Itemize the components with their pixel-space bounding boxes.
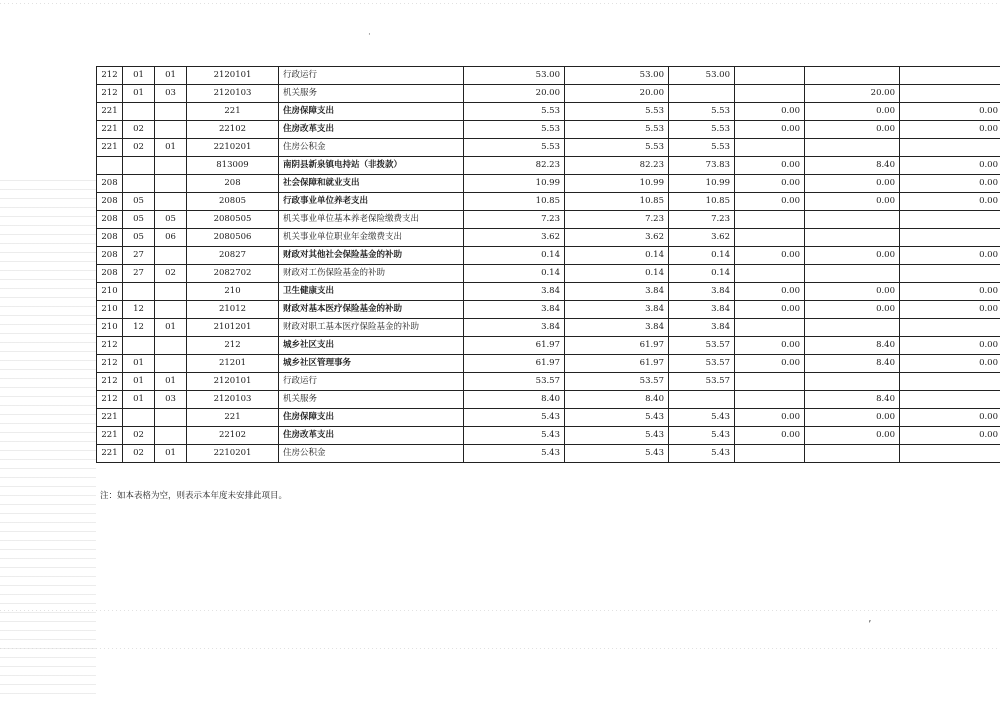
table-cell: [805, 319, 900, 337]
table-cell: 01: [123, 373, 155, 391]
table-cell: 0.00: [900, 175, 1000, 193]
table-row: [97, 175, 1000, 193]
table-cell: 0.00: [735, 157, 805, 175]
table-cell: 2120101: [187, 67, 279, 85]
table-cell: 05: [155, 211, 187, 229]
table-cell: 0.00: [805, 121, 900, 139]
table-cell: [735, 67, 805, 85]
table-row: [97, 229, 1000, 247]
table-cell: [900, 67, 1000, 85]
table-cell: 208: [97, 193, 123, 211]
table-cell: 210: [97, 319, 123, 337]
table-cell: 8.40: [805, 391, 900, 409]
footnote: 注：如本表格为空，则表示本年度未安排此项目。: [100, 491, 288, 501]
table-cell: 0.00: [805, 409, 900, 427]
table-cell: [805, 211, 900, 229]
table-cell: 0.14: [464, 247, 565, 265]
table-cell: 社会保障和就业支出: [279, 175, 464, 193]
table-cell: 机关服务: [279, 85, 464, 103]
table-cell: 3.84: [669, 301, 735, 319]
table-cell: 2120103: [187, 391, 279, 409]
table-cell: 5.43: [464, 445, 565, 463]
table-cell: [123, 409, 155, 427]
table-cell: 0.00: [900, 427, 1000, 445]
table-cell: 813009: [187, 157, 279, 175]
table-cell: [735, 445, 805, 463]
table-cell: [155, 121, 187, 139]
table-cell: 01: [155, 373, 187, 391]
table-cell: 0.00: [735, 355, 805, 373]
table-cell: [805, 445, 900, 463]
table-cell: 0.00: [900, 409, 1000, 427]
table-cell: [735, 85, 805, 103]
table-row: [97, 211, 1000, 229]
table-cell: 20805: [187, 193, 279, 211]
table-cell: 5.43: [565, 409, 669, 427]
table-cell: 61.97: [565, 337, 669, 355]
table-cell: [155, 247, 187, 265]
table-cell: 53.57: [669, 373, 735, 391]
table-cell: 0.00: [735, 301, 805, 319]
table-cell: 行政运行: [279, 373, 464, 391]
table-cell: 5.43: [669, 409, 735, 427]
table-cell: 21201: [187, 355, 279, 373]
table-cell: 财政对工伤保险基金的补助: [279, 265, 464, 283]
table-cell: [805, 373, 900, 391]
table-cell: 0.00: [900, 283, 1000, 301]
table-cell: 02: [155, 265, 187, 283]
table-cell: 10.85: [669, 193, 735, 211]
table-cell: [805, 265, 900, 283]
table-cell: [123, 175, 155, 193]
table-row: [97, 319, 1000, 337]
table-cell: [97, 157, 123, 175]
table-cell: [735, 139, 805, 157]
table-cell: 01: [155, 67, 187, 85]
table-row: [97, 391, 1000, 409]
table-cell: 3.84: [464, 319, 565, 337]
table-cell: 行政事业单位养老支出: [279, 193, 464, 211]
table-cell: 0.00: [805, 283, 900, 301]
table-cell: 208: [97, 211, 123, 229]
table-cell: 城乡社区管理事务: [279, 355, 464, 373]
table-cell: 住房改革支出: [279, 121, 464, 139]
table-row: [97, 121, 1000, 139]
table-cell: 0.14: [464, 265, 565, 283]
table-cell: 0.00: [805, 301, 900, 319]
table-cell: [735, 211, 805, 229]
table-cell: 212: [97, 85, 123, 103]
table-cell: 221: [97, 103, 123, 121]
scan-artifact-top: [0, 3, 1000, 4]
table-row: [97, 301, 1000, 319]
table-cell: 5.43: [669, 445, 735, 463]
table-row: [97, 283, 1000, 301]
table-cell: 61.97: [464, 337, 565, 355]
table-cell: 2210201: [187, 139, 279, 157]
table-cell: 财政对职工基本医疗保险基金的补助: [279, 319, 464, 337]
table-cell: 01: [123, 85, 155, 103]
table-row: [97, 355, 1000, 373]
table-cell: 82.23: [565, 157, 669, 175]
table-cell: 财政对基本医疗保险基金的补助: [279, 301, 464, 319]
table-cell: 212: [97, 355, 123, 373]
table-cell: 221: [97, 445, 123, 463]
table-row: [97, 157, 1000, 175]
table-cell: [155, 283, 187, 301]
table-cell: [900, 445, 1000, 463]
table-cell: [155, 337, 187, 355]
table-cell: 53.57: [669, 337, 735, 355]
table-row: [97, 247, 1000, 265]
table-row: [97, 67, 1000, 85]
table-cell: 01: [155, 445, 187, 463]
table-cell: 3.84: [565, 319, 669, 337]
table-cell: 7.23: [464, 211, 565, 229]
table-cell: 南阴县新泉镇电持站（非拨款）: [279, 157, 464, 175]
table-cell: 02: [123, 121, 155, 139]
table-cell: 2080506: [187, 229, 279, 247]
table-cell: 208: [97, 265, 123, 283]
table-cell: 8.40: [805, 355, 900, 373]
table-cell: 0.14: [565, 247, 669, 265]
table-cell: 02: [123, 445, 155, 463]
table-cell: 0.00: [900, 355, 1000, 373]
table-cell: 0.00: [900, 193, 1000, 211]
table-cell: 0.00: [735, 247, 805, 265]
table-cell: [805, 67, 900, 85]
table-cell: 10.85: [565, 193, 669, 211]
table-row: [97, 85, 1000, 103]
table-cell: [155, 175, 187, 193]
table-cell: 2120103: [187, 85, 279, 103]
scan-dot: ·: [368, 30, 371, 40]
table-row: [97, 139, 1000, 157]
table-cell: 财政对其他社会保险基金的补助: [279, 247, 464, 265]
table-cell: [123, 283, 155, 301]
table-cell: 20.00: [805, 85, 900, 103]
table-cell: 5.43: [565, 445, 669, 463]
table-cell: 01: [123, 67, 155, 85]
table-cell: 210: [97, 283, 123, 301]
table-cell: 5.43: [464, 409, 565, 427]
table-cell: 221: [187, 409, 279, 427]
table-cell: 0.00: [900, 103, 1000, 121]
table-cell: 住房保障支出: [279, 409, 464, 427]
table-cell: 住房公积金: [279, 139, 464, 157]
scan-artifact-lower: [0, 610, 1000, 611]
table-cell: 8.40: [805, 337, 900, 355]
table-cell: 82.23: [464, 157, 565, 175]
table-cell: 208: [97, 175, 123, 193]
table-cell: [155, 355, 187, 373]
table-cell: 208: [97, 247, 123, 265]
table-cell: 3.84: [669, 283, 735, 301]
table-cell: [805, 139, 900, 157]
table-cell: [900, 139, 1000, 157]
table-row: [97, 445, 1000, 463]
table-cell: 03: [155, 391, 187, 409]
table-cell: 21012: [187, 301, 279, 319]
table-cell: [155, 301, 187, 319]
table-cell: [805, 229, 900, 247]
table-cell: 0.00: [805, 427, 900, 445]
table-cell: 0.14: [669, 265, 735, 283]
table-cell: 53.57: [464, 373, 565, 391]
table-cell: 7.23: [565, 211, 669, 229]
table-cell: 20.00: [565, 85, 669, 103]
table-cell: 3.84: [464, 283, 565, 301]
table-cell: 5.53: [565, 139, 669, 157]
table-cell: 221: [97, 409, 123, 427]
table-cell: [123, 157, 155, 175]
table-cell: [155, 193, 187, 211]
table-cell: 20.00: [464, 85, 565, 103]
table-cell: [900, 319, 1000, 337]
pen-mark: ʼ: [868, 618, 872, 631]
table-cell: 3.84: [669, 319, 735, 337]
table-cell: [900, 391, 1000, 409]
table-cell: 61.97: [565, 355, 669, 373]
table-cell: [155, 409, 187, 427]
table-cell: 机关事业单位基本养老保险缴费支出: [279, 211, 464, 229]
table-cell: 3.84: [464, 301, 565, 319]
table-cell: 8.40: [565, 391, 669, 409]
table-cell: 212: [187, 337, 279, 355]
table-cell: 06: [155, 229, 187, 247]
table-cell: 5.53: [565, 103, 669, 121]
table-body: [97, 67, 1000, 463]
table-cell: 2120101: [187, 373, 279, 391]
table-cell: 10.99: [565, 175, 669, 193]
table-cell: 0.00: [900, 121, 1000, 139]
table-cell: [735, 229, 805, 247]
table-cell: 5.53: [669, 139, 735, 157]
table-cell: 7.23: [669, 211, 735, 229]
table-cell: 61.97: [464, 355, 565, 373]
table-cell: 5.43: [464, 427, 565, 445]
table-cell: 3.62: [565, 229, 669, 247]
table-row: [97, 373, 1000, 391]
table-cell: 22102: [187, 121, 279, 139]
table-cell: 住房改革支出: [279, 427, 464, 445]
table-cell: 10.99: [464, 175, 565, 193]
table-cell: 01: [155, 139, 187, 157]
table-cell: 05: [123, 211, 155, 229]
table-cell: 12: [123, 319, 155, 337]
table-cell: 212: [97, 337, 123, 355]
table-cell: 73.83: [669, 157, 735, 175]
table-cell: 0.00: [735, 103, 805, 121]
table-cell: [155, 157, 187, 175]
table-cell: [900, 229, 1000, 247]
table-cell: [669, 391, 735, 409]
table-cell: 221: [97, 139, 123, 157]
table-cell: [123, 103, 155, 121]
table-cell: 0.00: [735, 409, 805, 427]
table-cell: 53.57: [669, 355, 735, 373]
table-cell: 2101201: [187, 319, 279, 337]
scan-artifact-left: [0, 180, 96, 700]
table-cell: 8.40: [805, 157, 900, 175]
table-cell: 城乡社区支出: [279, 337, 464, 355]
table-row: [97, 103, 1000, 121]
table-cell: 208: [97, 229, 123, 247]
table-cell: 208: [187, 175, 279, 193]
table-cell: [155, 427, 187, 445]
table-cell: 3.62: [464, 229, 565, 247]
table-cell: [735, 373, 805, 391]
scan-artifact-bottom: [0, 648, 1000, 649]
table-cell: 3.84: [565, 301, 669, 319]
table-cell: 5.53: [464, 121, 565, 139]
table-cell: [735, 391, 805, 409]
table-cell: 0.00: [735, 193, 805, 211]
table-cell: 3.62: [669, 229, 735, 247]
table-cell: 05: [123, 193, 155, 211]
table-cell: 住房公积金: [279, 445, 464, 463]
table-cell: 10.99: [669, 175, 735, 193]
table-cell: 卫生健康支出: [279, 283, 464, 301]
table-cell: 0.00: [735, 337, 805, 355]
table-cell: 5.43: [669, 427, 735, 445]
table-cell: 53.00: [565, 67, 669, 85]
table-cell: 2080505: [187, 211, 279, 229]
table-cell: 27: [123, 247, 155, 265]
table-row: [97, 409, 1000, 427]
table-cell: 02: [123, 427, 155, 445]
table-cell: 机关事业单位职业年金缴费支出: [279, 229, 464, 247]
table-row: [97, 337, 1000, 355]
table-cell: 03: [155, 85, 187, 103]
table-cell: [735, 265, 805, 283]
table-row: [97, 193, 1000, 211]
table-cell: 221: [187, 103, 279, 121]
table-cell: [900, 265, 1000, 283]
table-cell: 5.53: [565, 121, 669, 139]
table-cell: 0.00: [900, 337, 1000, 355]
table-cell: 0.00: [735, 427, 805, 445]
table-cell: 53.57: [565, 373, 669, 391]
table-cell: 2210201: [187, 445, 279, 463]
table-cell: [669, 85, 735, 103]
table-cell: 0.00: [805, 193, 900, 211]
table-cell: 01: [123, 391, 155, 409]
table-cell: 5.53: [464, 139, 565, 157]
table-cell: 0.00: [805, 175, 900, 193]
table-cell: 221: [97, 121, 123, 139]
table-cell: 27: [123, 265, 155, 283]
table-cell: 20827: [187, 247, 279, 265]
table-cell: [900, 211, 1000, 229]
table-row: [97, 427, 1000, 445]
table-cell: 0.00: [805, 247, 900, 265]
table-cell: 212: [97, 391, 123, 409]
table-cell: [900, 85, 1000, 103]
table-cell: 12: [123, 301, 155, 319]
table-cell: 210: [97, 301, 123, 319]
table-row: [97, 265, 1000, 283]
table-cell: 01: [123, 355, 155, 373]
table-cell: 0.00: [900, 157, 1000, 175]
table-cell: 住房保障支出: [279, 103, 464, 121]
table-cell: 行政运行: [279, 67, 464, 85]
table-cell: 8.40: [464, 391, 565, 409]
table-cell: 221: [97, 427, 123, 445]
table-cell: 5.53: [669, 121, 735, 139]
table-cell: 02: [123, 139, 155, 157]
table-cell: [900, 373, 1000, 391]
table-cell: 3.84: [565, 283, 669, 301]
table-cell: [155, 103, 187, 121]
table-cell: 5.53: [669, 103, 735, 121]
table-cell: 机关服务: [279, 391, 464, 409]
table-cell: 22102: [187, 427, 279, 445]
table-cell: [735, 319, 805, 337]
table-cell: 5.43: [565, 427, 669, 445]
table-cell: 53.00: [669, 67, 735, 85]
table-cell: 210: [187, 283, 279, 301]
expenditure-table: [96, 66, 1000, 463]
table-cell: 0.00: [735, 121, 805, 139]
table-cell: 212: [97, 67, 123, 85]
table-cell: 0.00: [735, 175, 805, 193]
table-cell: 212: [97, 373, 123, 391]
table-cell: 10.85: [464, 193, 565, 211]
table-cell: 0.14: [669, 247, 735, 265]
table-cell: 05: [123, 229, 155, 247]
table-cell: 2082702: [187, 265, 279, 283]
table-cell: 01: [155, 319, 187, 337]
table-cell: 0.00: [735, 283, 805, 301]
table-cell: 0.14: [565, 265, 669, 283]
table-cell: 5.53: [464, 103, 565, 121]
table-cell: 53.00: [464, 67, 565, 85]
table-cell: 0.00: [805, 103, 900, 121]
table-cell: [123, 337, 155, 355]
table-cell: 0.00: [900, 247, 1000, 265]
table-cell: 0.00: [900, 301, 1000, 319]
